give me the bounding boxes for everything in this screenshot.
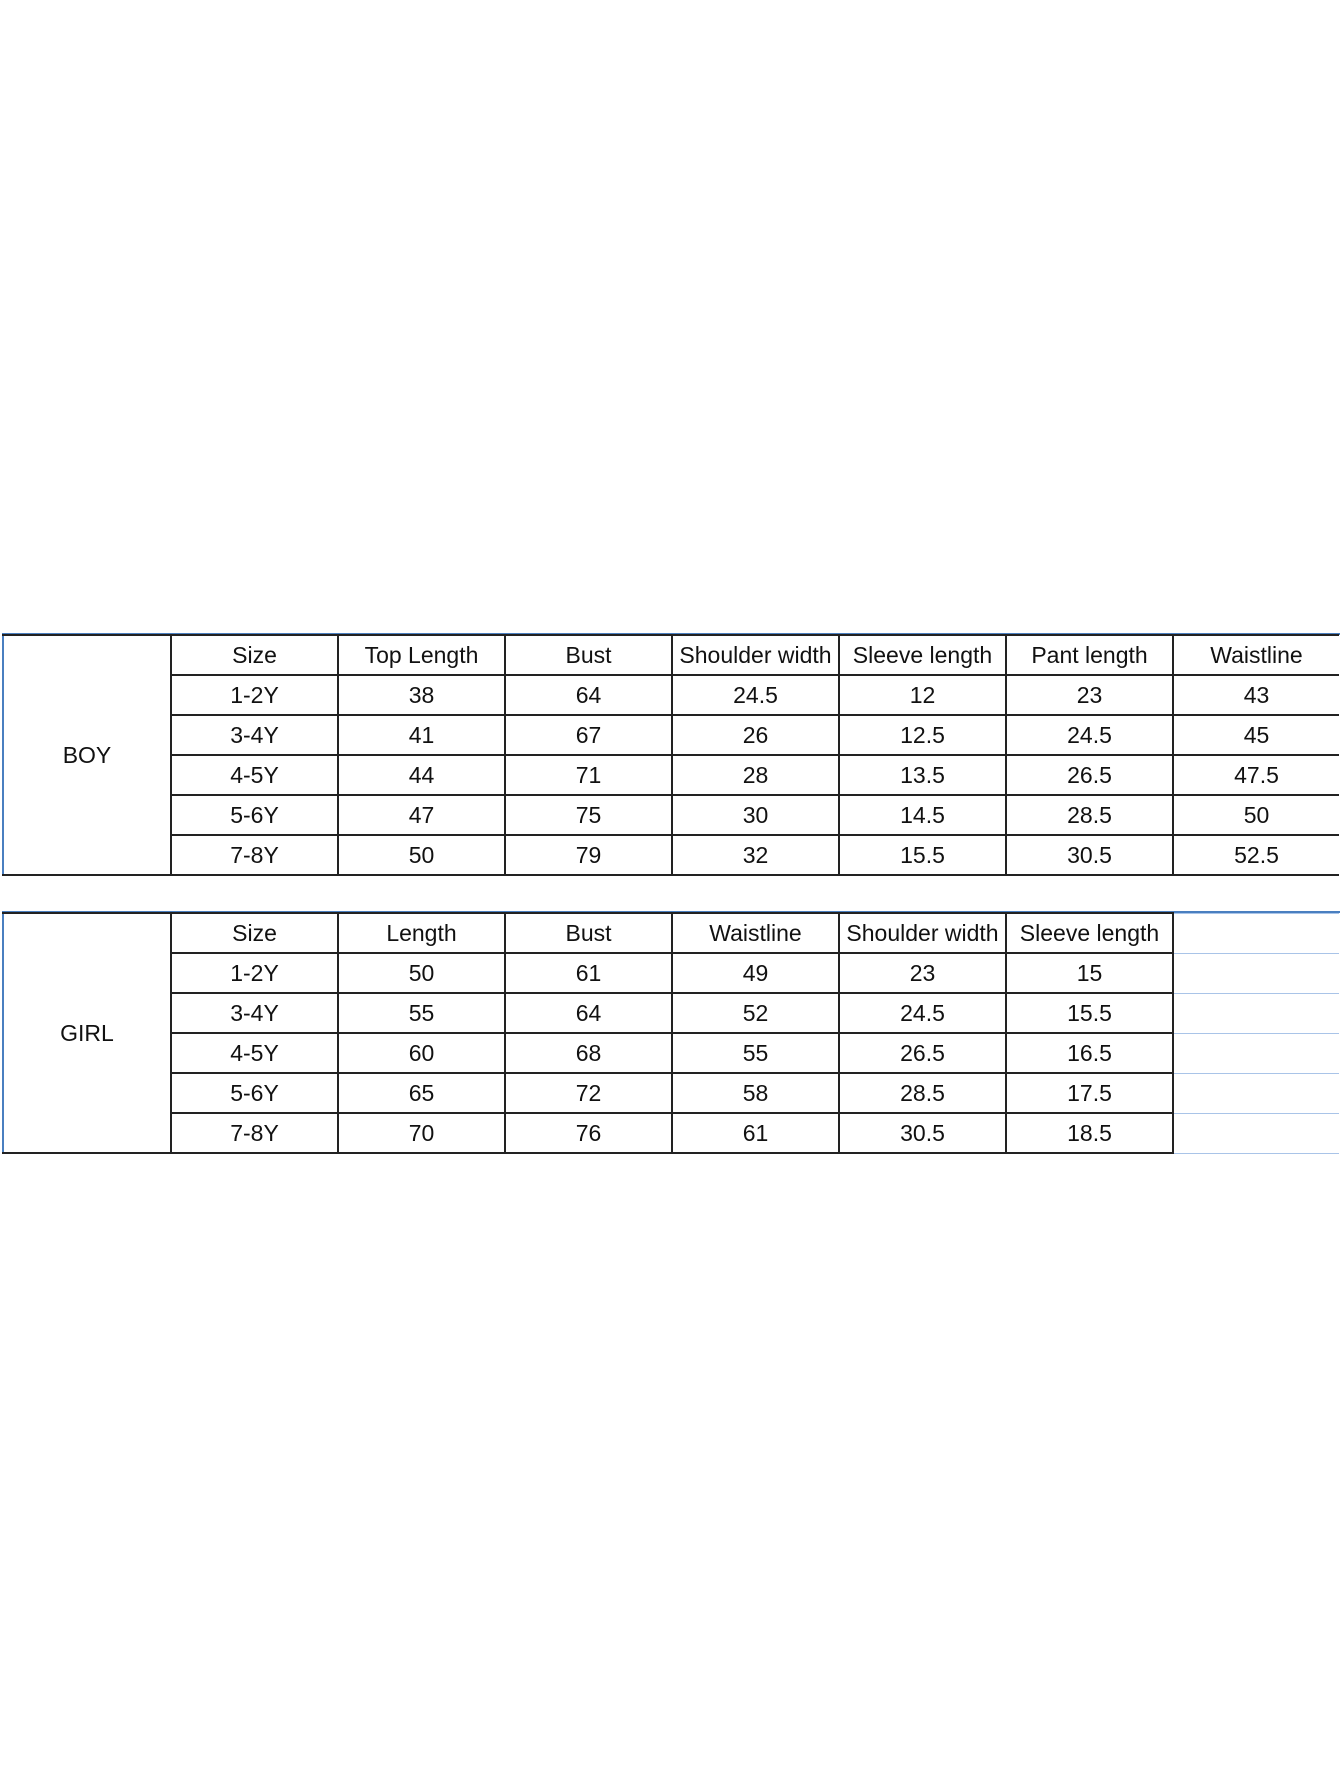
empty-cell: [1173, 953, 1339, 993]
value-cell: 50: [338, 835, 505, 875]
value-cell: 61: [672, 1113, 839, 1153]
size-cell: 7-8Y: [171, 1113, 338, 1153]
value-cell: 55: [338, 993, 505, 1033]
boy-header-row: [3, 635, 1339, 675]
girl-header-row: [3, 913, 1339, 953]
girl-group-label: GIRL: [3, 913, 171, 1153]
table-row: [3, 1113, 1339, 1153]
boy-header-cell: Shoulder width: [672, 635, 839, 675]
value-cell: 13.5: [839, 755, 1006, 795]
table-row: [3, 1033, 1339, 1073]
value-cell: 24.5: [839, 993, 1006, 1033]
boy-header-cell: Top Length: [338, 635, 505, 675]
size-cell: 4-5Y: [171, 1033, 338, 1073]
size-cell: 4-5Y: [171, 755, 338, 795]
boy-header-cell: Sleeve length: [839, 635, 1006, 675]
boy-header-cell: Pant length: [1006, 635, 1173, 675]
table-row: [3, 675, 1339, 715]
size-cell: 7-8Y: [171, 835, 338, 875]
value-cell: 17.5: [1006, 1073, 1173, 1113]
boy-header-cell: Bust: [505, 635, 672, 675]
value-cell: 18.5: [1006, 1113, 1173, 1153]
value-cell: 14.5: [839, 795, 1006, 835]
girl-header-cell: Size: [171, 913, 338, 953]
value-cell: 65: [338, 1073, 505, 1113]
value-cell: 23: [839, 953, 1006, 993]
value-cell: 28: [672, 755, 839, 795]
value-cell: 24.5: [672, 675, 839, 715]
value-cell: 23: [1006, 675, 1173, 715]
value-cell: 52: [672, 993, 839, 1033]
value-cell: 67: [505, 715, 672, 755]
value-cell: 71: [505, 755, 672, 795]
empty-cell: [1173, 1073, 1339, 1113]
value-cell: 26.5: [1006, 755, 1173, 795]
size-cell: 3-4Y: [171, 993, 338, 1033]
value-cell: 45: [1173, 715, 1339, 755]
table-row: [3, 755, 1339, 795]
size-cell: 3-4Y: [171, 715, 338, 755]
girl-header-cell: Shoulder width: [839, 913, 1006, 953]
empty-cell: [1173, 1033, 1339, 1073]
value-cell: 61: [505, 953, 672, 993]
value-cell: 15: [1006, 953, 1173, 993]
table-row: [3, 953, 1339, 993]
size-cell: 5-6Y: [171, 795, 338, 835]
value-cell: 55: [672, 1033, 839, 1073]
value-cell: 64: [505, 993, 672, 1033]
value-cell: 41: [338, 715, 505, 755]
value-cell: 12: [839, 675, 1006, 715]
girl-size-table: [2, 912, 1339, 1154]
value-cell: 60: [338, 1033, 505, 1073]
girl-header-cell: Length: [338, 913, 505, 953]
value-cell: 76: [505, 1113, 672, 1153]
value-cell: 70: [338, 1113, 505, 1153]
size-cell: 1-2Y: [171, 675, 338, 715]
empty-cell: [1173, 993, 1339, 1033]
size-cell: 1-2Y: [171, 953, 338, 993]
value-cell: 50: [1173, 795, 1339, 835]
value-cell: 28.5: [839, 1073, 1006, 1113]
value-cell: 44: [338, 755, 505, 795]
value-cell: 15.5: [1006, 993, 1173, 1033]
table-row: [3, 1073, 1339, 1113]
girl-header-cell: Bust: [505, 913, 672, 953]
value-cell: 30.5: [1006, 835, 1173, 875]
table-row: [3, 715, 1339, 755]
value-cell: 28.5: [1006, 795, 1173, 835]
value-cell: 58: [672, 1073, 839, 1113]
value-cell: 50: [338, 953, 505, 993]
value-cell: 47: [338, 795, 505, 835]
value-cell: 26.5: [839, 1033, 1006, 1073]
value-cell: 52.5: [1173, 835, 1339, 875]
table-row: [3, 835, 1339, 875]
girl-header-cell: Sleeve length: [1006, 913, 1173, 953]
value-cell: 79: [505, 835, 672, 875]
boy-size-table: [2, 634, 1339, 876]
boy-group-label: BOY: [3, 635, 171, 875]
value-cell: 30: [672, 795, 839, 835]
value-cell: 16.5: [1006, 1033, 1173, 1073]
value-cell: 38: [338, 675, 505, 715]
value-cell: 47.5: [1173, 755, 1339, 795]
table-row: [3, 795, 1339, 835]
value-cell: 64: [505, 675, 672, 715]
value-cell: 49: [672, 953, 839, 993]
value-cell: 24.5: [1006, 715, 1173, 755]
value-cell: 32: [672, 835, 839, 875]
size-cell: 5-6Y: [171, 1073, 338, 1113]
boy-header-cell: Waistline: [1173, 635, 1339, 675]
empty-cell: [1173, 913, 1339, 953]
value-cell: 72: [505, 1073, 672, 1113]
girl-header-cell: Waistline: [672, 913, 839, 953]
value-cell: 43: [1173, 675, 1339, 715]
table-row: [3, 993, 1339, 1033]
empty-cell: [1173, 1113, 1339, 1153]
value-cell: 12.5: [839, 715, 1006, 755]
value-cell: 30.5: [839, 1113, 1006, 1153]
value-cell: 15.5: [839, 835, 1006, 875]
value-cell: 75: [505, 795, 672, 835]
value-cell: 68: [505, 1033, 672, 1073]
boy-header-cell: Size: [171, 635, 338, 675]
value-cell: 26: [672, 715, 839, 755]
